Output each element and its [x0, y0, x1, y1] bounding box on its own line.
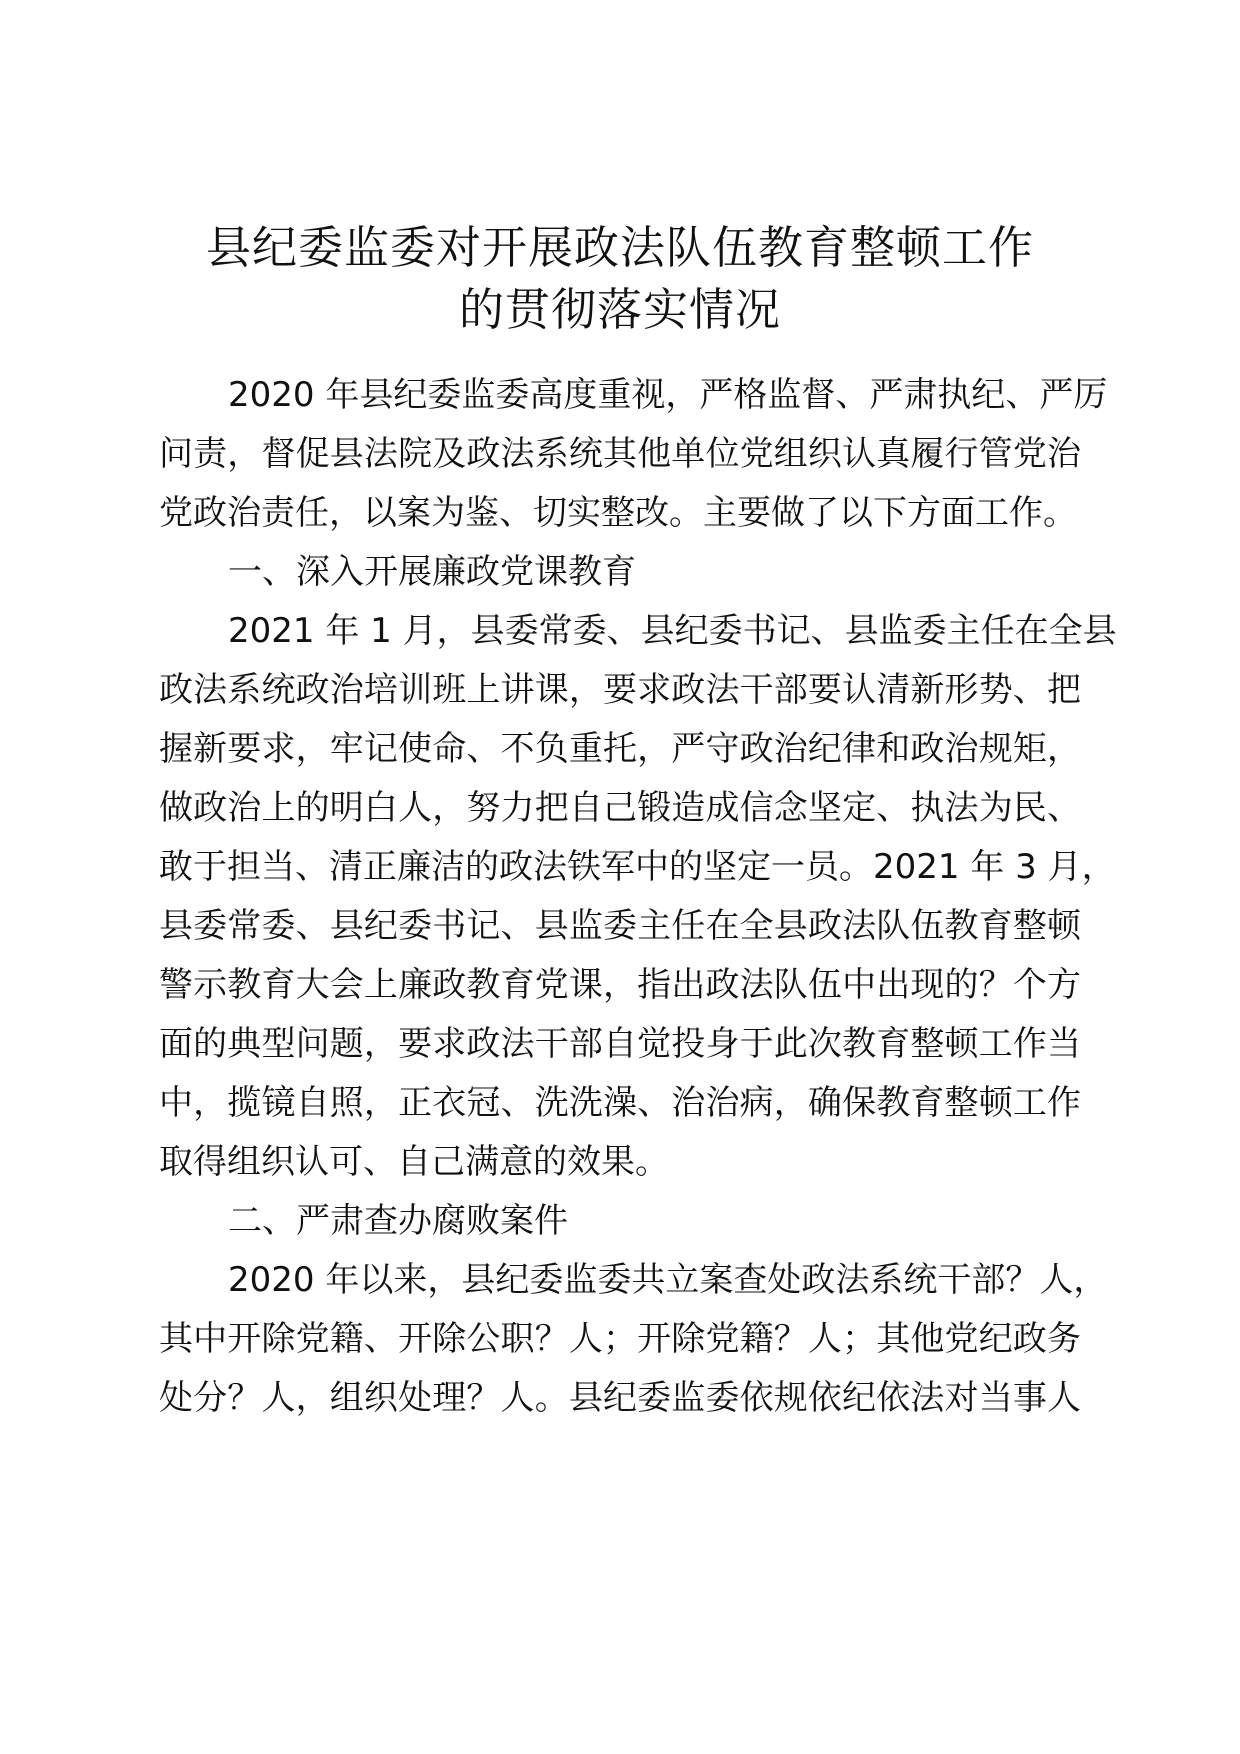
body-line-16: 2020 年以来，县纪委监委共立案查处政法系统干部？人， [228, 1260, 1108, 1300]
body-line-14: 取得组织认可、自己满意的效果。 [159, 1142, 669, 1182]
body-line-5: 2021 年 1 月，县委常委、县纪委书记、县监委主任在全县 [228, 611, 1117, 651]
document-title-line-1: 县纪委监委对开展政法队伍教育整顿工作 [205, 221, 1034, 274]
body-line-8: 做政治上的明白人，努力把自己锻造成信念坚定、执法为民、 [159, 788, 1081, 828]
body-line-18: 处分？人，组织处理？人。县纪委监委依规依纪依法对当事人 [159, 1378, 1081, 1418]
document-title-line-2: 的贯彻落实情况 [458, 283, 781, 336]
section-heading-2: 二、严肃查办腐败案件 [228, 1201, 568, 1241]
body-line-3: 党政治责任，以案为鉴、切实整改。主要做了以下方面工作。 [159, 493, 1077, 533]
body-line-10: 县委常委、县纪委书记、县监委主任在全县政法队伍教育整顿 [159, 906, 1081, 946]
body-line-2: 问责，督促县法院及政法系统其他单位党组织认真履行管党治 [159, 434, 1081, 474]
section-heading-1: 一、深入开展廉政党课教育 [228, 552, 636, 592]
body-line-7: 握新要求，牢记使命、不负重托，严守政治纪律和政治规矩， [159, 729, 1081, 769]
body-line-12: 面的典型问题，要求政法干部自觉投身于此次教育整顿工作当 [159, 1024, 1081, 1064]
body-line-9: 敢于担当、清正廉洁的政法铁军中的坚定一员。2021 年 3 月， [159, 847, 1116, 887]
body-line-13: 中，揽镜自照，正衣冠、洗洗澡、治治病，确保教育整顿工作 [159, 1083, 1081, 1123]
body-line-1: 2020 年县纪委监委高度重视，严格监督、严肃执纪、严厉 [228, 375, 1108, 415]
body-line-17: 其中开除党籍、开除公职？人；开除党籍？人；其他党纪政务 [159, 1319, 1081, 1359]
body-line-11: 警示教育大会上廉政教育党课，指出政法队伍中出现的？个方 [159, 965, 1081, 1005]
body-line-6: 政法系统政治培训班上讲课，要求政法干部要认清新形势、把 [159, 670, 1081, 710]
